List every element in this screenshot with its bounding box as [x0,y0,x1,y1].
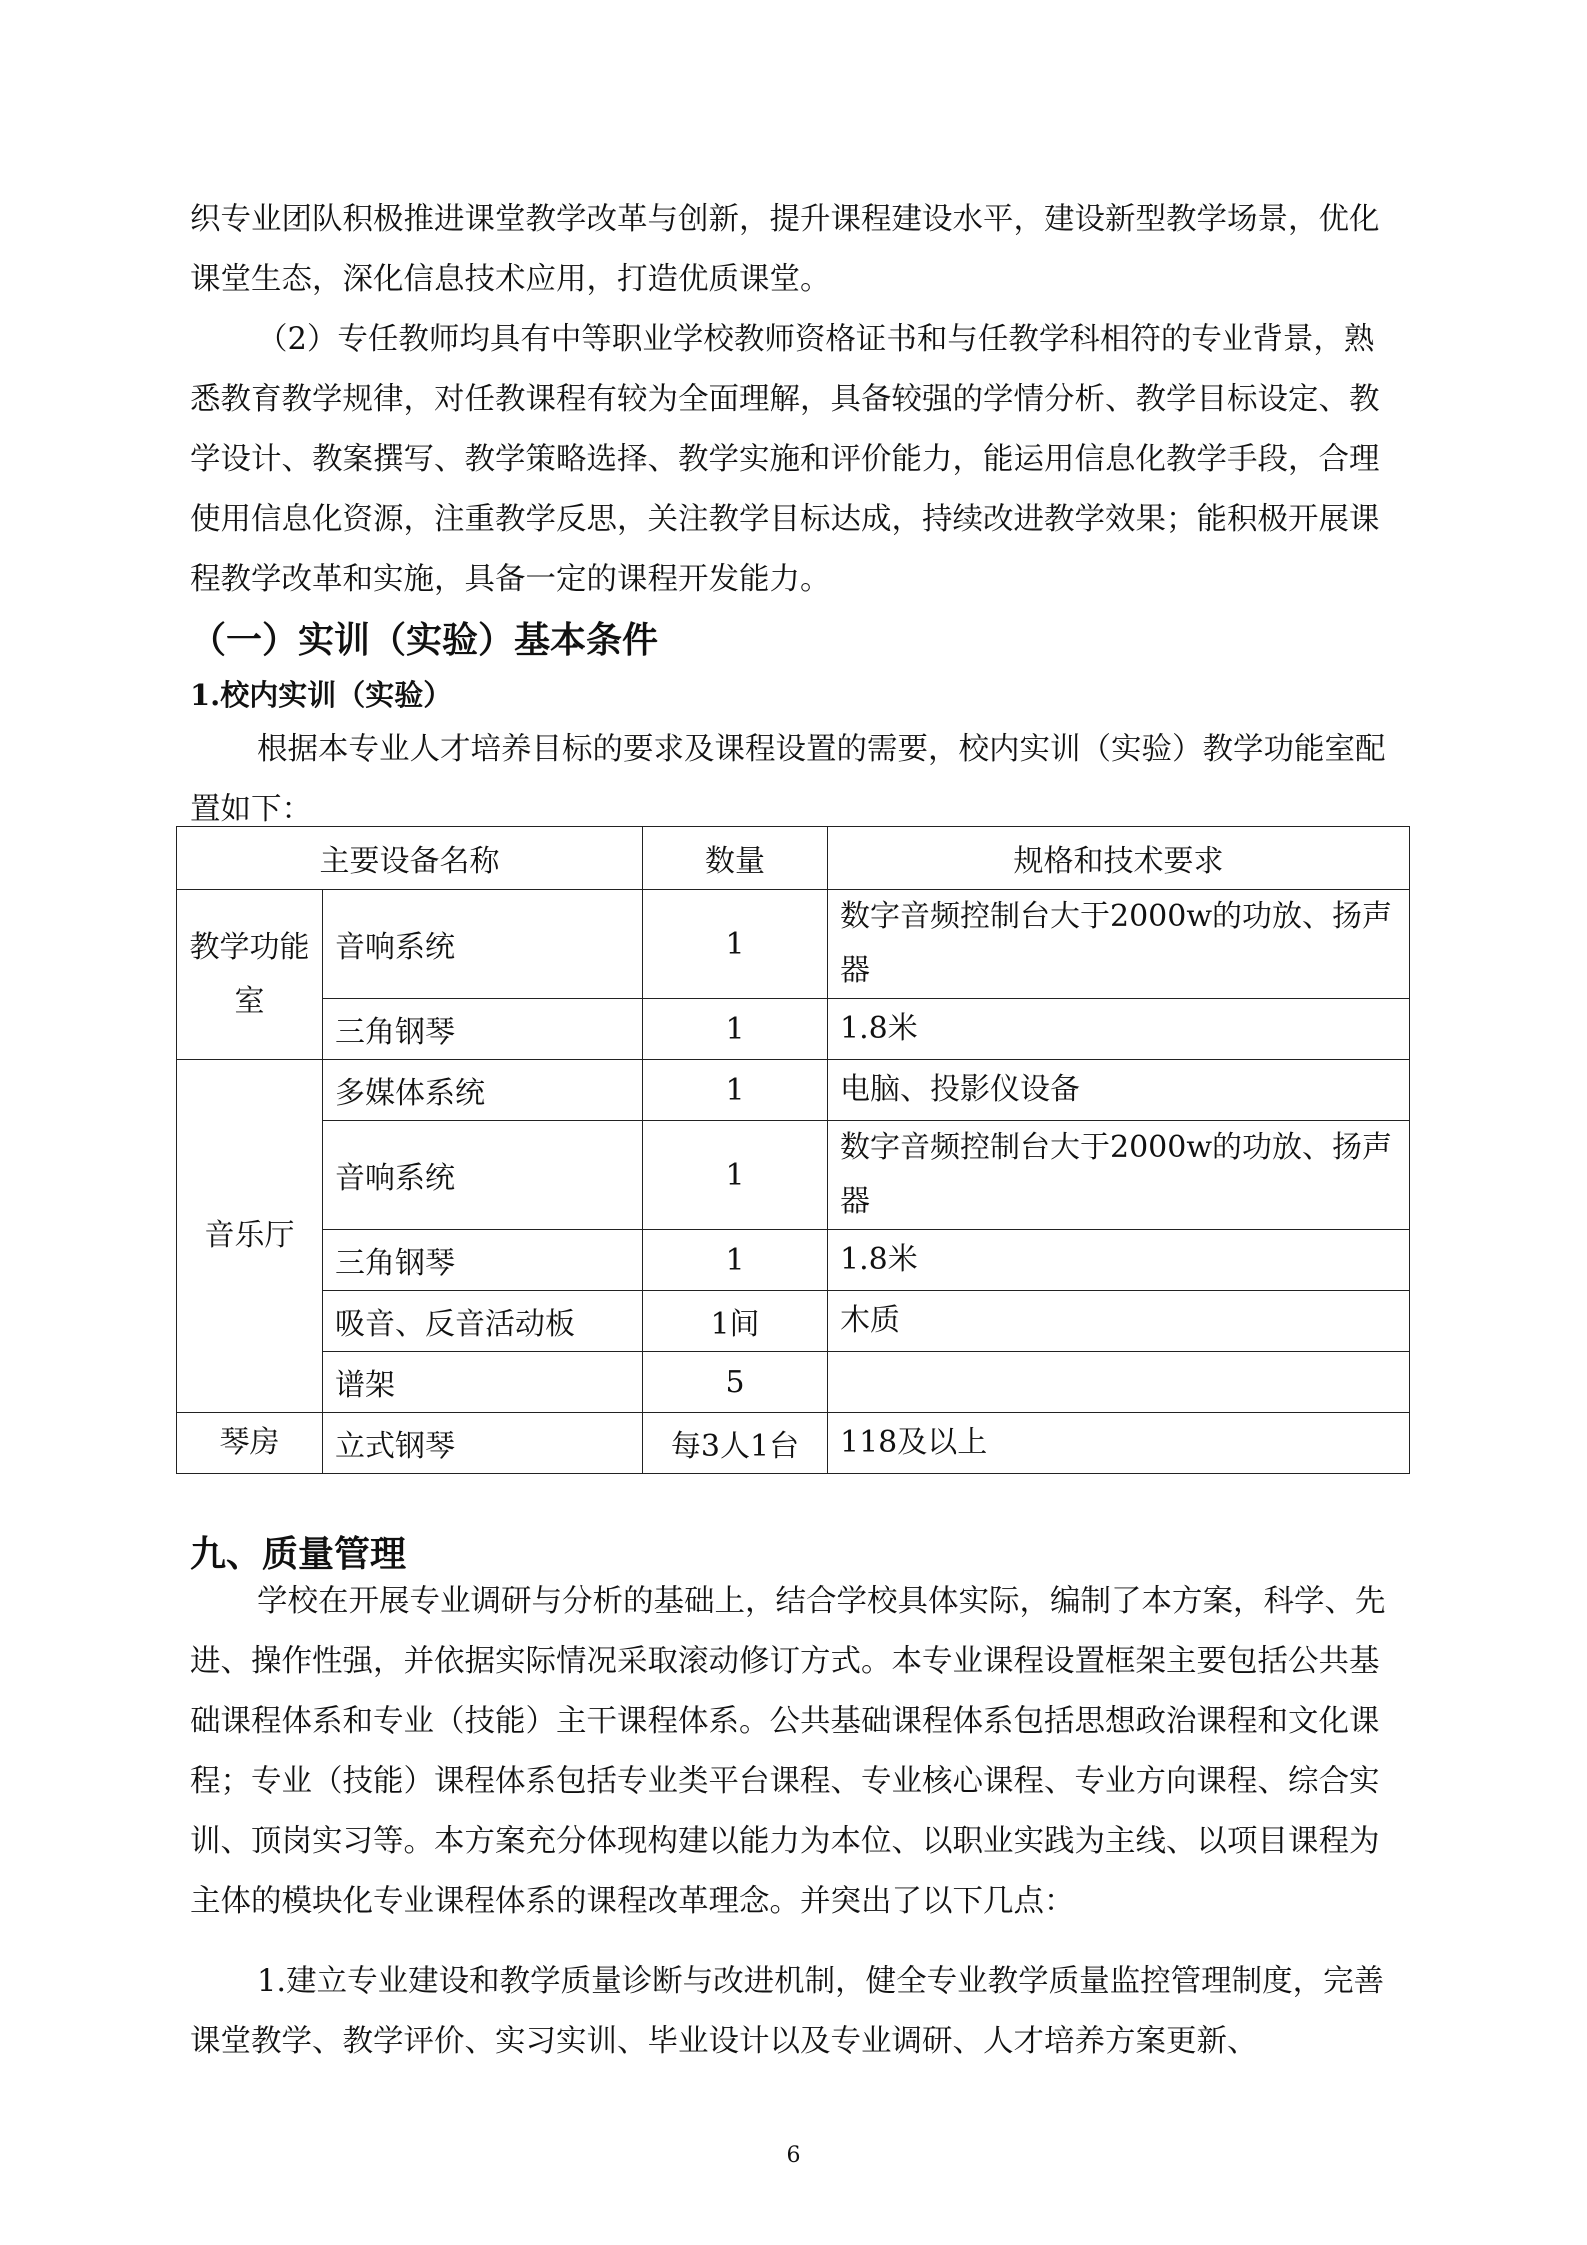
header-quantity: 数量 [643,827,828,890]
table-row [177,1230,1410,1291]
group-concert-hall: 音乐厅 [177,1060,323,1413]
cell-qty: 1 [643,999,828,1060]
cell-spec: 木质 [828,1291,1410,1352]
cell-qty: 1间 [643,1291,828,1352]
group-piano-room: 琴房 [177,1413,323,1474]
cell-qty: 1 [643,1060,828,1121]
cell-qty: 1 [643,1121,828,1230]
cell-qty: 1 [643,1230,828,1291]
table-row [177,1060,1410,1121]
paragraph-quality-point-1: 1.建立专业建设和教学质量诊断与改进机制，健全专业教学质量监控管理制度，完善课堂教学、教学评价、实习实训、毕业设计以及专业调研、人才培养方案更新、 [190,1964,1385,2059]
cell-item: 音响系统 [323,890,643,999]
cell-qty: 1 [643,890,828,999]
paragraph-training-intro: 根据本专业人才培养目标的要求及课程设置的需要，校内实训（实验）教学功能室配置如下： [190,732,1386,827]
cell-item: 吸音、反音活动板 [323,1291,643,1352]
cell-qty: 5 [643,1352,828,1413]
table-header-row [177,827,1410,890]
paragraph-continuation: 织专业团队积极推进课堂教学改革与创新，提升课程建设水平，建设新型教学场景，优化课堂生态，深化信息技术应用，打造优质课堂。 [190,202,1380,297]
table-row [177,1121,1410,1230]
cell-spec: 118及以上 [828,1413,1410,1474]
cell-spec: 1.8米 [828,1230,1410,1291]
cell-item: 谱架 [323,1352,643,1413]
table-row [177,1413,1410,1474]
section-heading-training-conditions: （一）实训（实验）基本条件 [190,619,659,661]
equipment-table [176,826,1410,1474]
section-heading-quality-management: 九、质量管理 [190,1533,407,1575]
table-row [177,890,1410,999]
cell-item: 音响系统 [323,1121,643,1230]
cell-spec: 数字音频控制台大于2000w的功放、扬声器 [828,1121,1410,1230]
cell-spec: 电脑、投影仪设备 [828,1060,1410,1121]
cell-item: 三角钢琴 [323,1230,643,1291]
page-number: 6 [786,2143,801,2168]
cell-qty: 每3人1台 [643,1413,828,1474]
cell-item: 三角钢琴 [323,999,643,1060]
group-teaching-room: 教学功能室 [177,890,323,1060]
cell-item: 立式钢琴 [323,1413,643,1474]
paragraph-teacher-qualification: （2）专任教师均具有中等职业学校教师资格证书和与任教学科相符的专业背景，熟悉教育教学规律，对任教课程有较为全面理解，具备较强的学情分析、教学目标设定、教学设计、教案撰写、教学策略选择、教学实施和评价能力，能运用信息化教学手段，合理使用信息化资源，注重教学反思，关注教学目标达成，持续改进教学效果；能积极开展课程教学改革和实施，具备一定的课程开发能力。 [190,322,1380,597]
cell-spec: 1.8米 [828,999,1410,1060]
cell-spec [828,1352,1410,1413]
subsection-heading-campus-training: 1.校内实训（实验） [190,678,453,712]
cell-item: 多媒体系统 [323,1060,643,1121]
header-equipment-name: 主要设备名称 [177,827,643,890]
table-row [177,1352,1410,1413]
cell-spec: 数字音频控制台大于2000w的功放、扬声器 [828,890,1410,999]
table-row [177,1291,1410,1352]
table-row [177,999,1410,1060]
header-specification: 规格和技术要求 [828,827,1410,890]
paragraph-quality-intro: 学校在开展专业调研与分析的基础上，结合学校具体实际，编制了本方案，科学、先进、操作性强，并依据实际情况采取滚动修订方式。本专业课程设置框架主要包括公共基础课程体系和专业（技能）主干课程体系。公共基础课程体系包括思想政治课程和文化课程；专业（技能）课程体系包括专业类平台课程、专业核心课程、专业方向课程、综合实训、顶岗实习等。本方案充分体现构建以能力为本位、以职业实践为主线、以项目课程为主体的模块化专业课程体系的课程改革理念。并突出了以下几点： [190,1584,1386,1919]
